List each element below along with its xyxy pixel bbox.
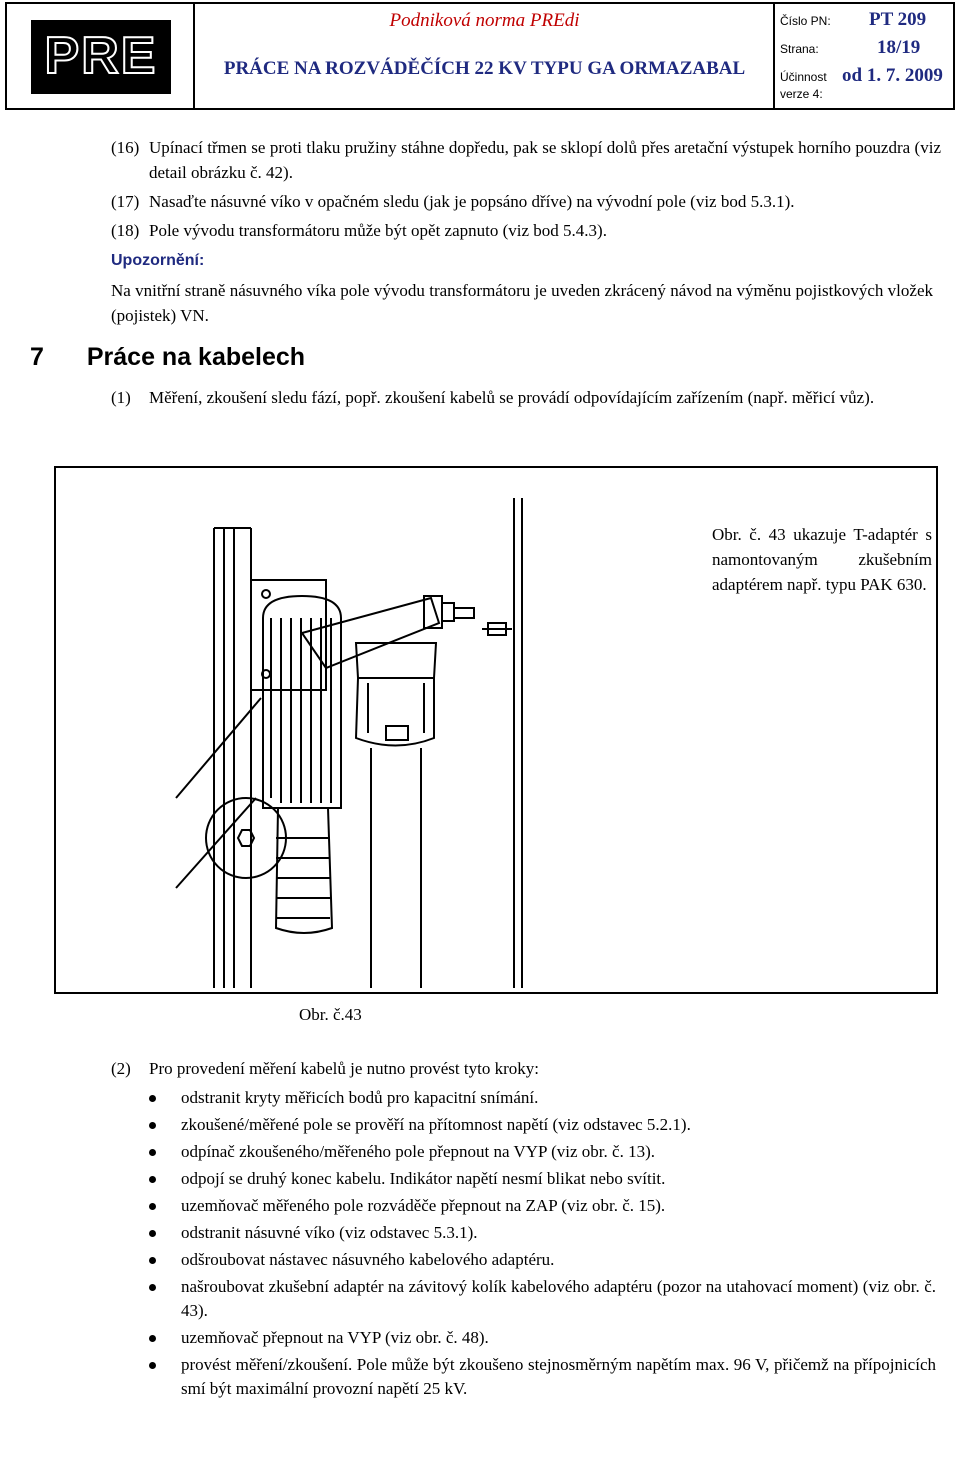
list-item: zkoušené/měřené pole se prověří na přítomnost napětí (viz odstavec 5.2.1). xyxy=(146,1113,936,1137)
logo-text: PRE xyxy=(44,27,158,85)
step-text: Pole vývodu transformátoru může být opět zapnuto (viz bod 5.4.3). xyxy=(149,221,607,240)
list-item: odstranit násuvné víko (viz odstavec 5.3.1). xyxy=(146,1221,936,1245)
step-number: (18) xyxy=(111,221,140,240)
warning-text: Na vnitřní straně násuvného víka pole vývodu transformátoru je uveden zkrácený návod na výměnu pojistkových vložek (pojistek) VN. xyxy=(111,281,933,325)
document-title: PRÁCE NA ROZVÁDĚČÍCH 22 KV TYPU GA ORMAZABAL xyxy=(223,58,746,79)
norm-title: Podniková norma PREdi xyxy=(389,10,580,31)
list-item: uzemňovač přepnout na VYP (viz obr. č. 48). xyxy=(146,1326,936,1350)
cislo-value: PT 209 xyxy=(869,9,927,30)
section-heading xyxy=(30,343,305,372)
strana-value: 18/19 xyxy=(877,37,921,58)
list-item: odpojí se druhý konec kabelu. Indikátor napětí nesmí blikat nebo svítit. xyxy=(146,1167,936,1191)
section-item-1 xyxy=(111,385,936,410)
pre-logo xyxy=(31,20,171,94)
page-header xyxy=(5,2,955,110)
header-divider xyxy=(773,4,775,108)
list-item: našroubovat zkušební adaptér na závitový kolík kabelového adaptéru (pozor na utahovací moment) (viz obr. č. 43). xyxy=(146,1275,936,1323)
verze-label: verze 4: xyxy=(780,87,823,101)
figure-side-caption: Obr. č. 43 ukazuje T-adaptér s namontovaným zkušebním adaptérem např. typu PAK 630. xyxy=(712,525,932,594)
list-item: odpínač zkoušeného/měřeného pole přepnout na VYP (viz obr. č. 13). xyxy=(146,1140,936,1164)
step-text: Upínací třmen se proti tlaku pružiny stáhne dopředu, pak se sklopí dolů přes aretační výstupek horního pouzdra (viz detail obrázku č. 42). xyxy=(149,138,941,182)
header-divider xyxy=(193,4,195,108)
step-17 xyxy=(111,189,941,214)
item-number: (2) xyxy=(111,1059,131,1078)
step-16 xyxy=(111,135,941,185)
section-item-2 xyxy=(111,1056,936,1081)
strana-label: Strana: xyxy=(780,42,819,56)
ucinnost-value: od 1. 7. 2009 xyxy=(842,65,943,86)
step-number: (16) xyxy=(111,138,140,157)
list-item: odšroubovat nástavec násuvného kabelového adaptéru. xyxy=(146,1248,936,1272)
warning-label: Upozornění: xyxy=(111,252,205,269)
step-number: (17) xyxy=(111,192,140,211)
item-number: (1) xyxy=(111,388,131,407)
ucinnost-label: Účinnost xyxy=(780,70,827,84)
list-item: provést měření/zkoušení. Pole může být zkoušeno stejnosměrným napětím max. 96 V, přičemž na přípojnicích smí být maximální provozní napětí 25 kV. xyxy=(146,1353,936,1401)
item-text: Měření, zkoušení sledu fází, popř. zkoušení kabelů se provádí odpovídajícím zařízením (např. měřicí vůz). xyxy=(149,388,875,407)
figure-43 xyxy=(54,466,938,994)
list-item: odstranit kryty měřicích bodů pro kapacitní snímání. xyxy=(146,1086,936,1110)
step-text: Nasaďte násuvné víko v opačném sledu (jak je popsáno dříve) na vývodní pole (viz bod 5.3.1). xyxy=(149,192,795,211)
figure-label: Obr. č.43 xyxy=(299,1005,362,1024)
cislo-label: Číslo PN: xyxy=(780,14,831,28)
section-title: Práce na kabelech xyxy=(86,343,306,371)
item-text: Pro provedení měření kabelů je nutno provést tyto kroky: xyxy=(149,1059,539,1078)
step-18 xyxy=(111,218,941,243)
list-item: uzemňovač měřeného pole rozváděče přepnout na ZAP (viz obr. č. 15). xyxy=(146,1194,936,1218)
measurement-steps-list xyxy=(146,1086,936,1404)
section-number: 7 xyxy=(30,343,44,371)
